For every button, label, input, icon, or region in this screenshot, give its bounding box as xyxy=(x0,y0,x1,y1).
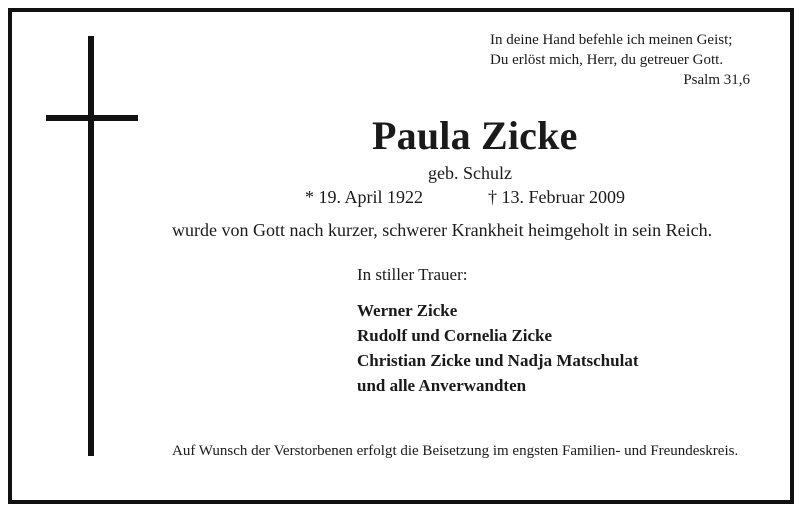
cross-horizontal-bar xyxy=(46,115,138,121)
psalm-line-2: Du erlöst mich, Herr, du getreuer Gott. xyxy=(490,52,724,68)
deceased-name: Paula Zicke xyxy=(372,113,578,158)
mourner-name: Christian Zicke und Nadja Matschulat xyxy=(357,351,639,370)
mourner-name: Werner Zicke xyxy=(357,301,458,320)
mourners-list xyxy=(357,298,638,398)
maiden-name: geb. Schulz xyxy=(428,163,512,183)
psalm-reference: Psalm 31,6 xyxy=(683,72,750,88)
mourner-name: Rudolf und Cornelia Zicke xyxy=(357,326,553,345)
passing-phrase: wurde von Gott nach kurzer, schwerer Krankheit heimgeholt in sein Reich. xyxy=(172,220,713,240)
mourner-name: und alle Anverwandten xyxy=(357,376,527,395)
cross-vertical-bar xyxy=(88,36,94,456)
psalm-quote xyxy=(490,30,750,88)
birth-date: * 19. April 1922 xyxy=(305,187,424,207)
psalm-line-1: In deine Hand befehle ich meinen Geist; xyxy=(490,32,733,48)
death-date: † 13. Februar 2009 xyxy=(488,187,625,207)
funeral-note: Auf Wunsch der Verstorbenen erfolgt die Beisetzung im engsten Familien- und Freundeskreis. xyxy=(172,443,739,459)
mourning-heading: In stiller Trauer: xyxy=(357,265,468,284)
